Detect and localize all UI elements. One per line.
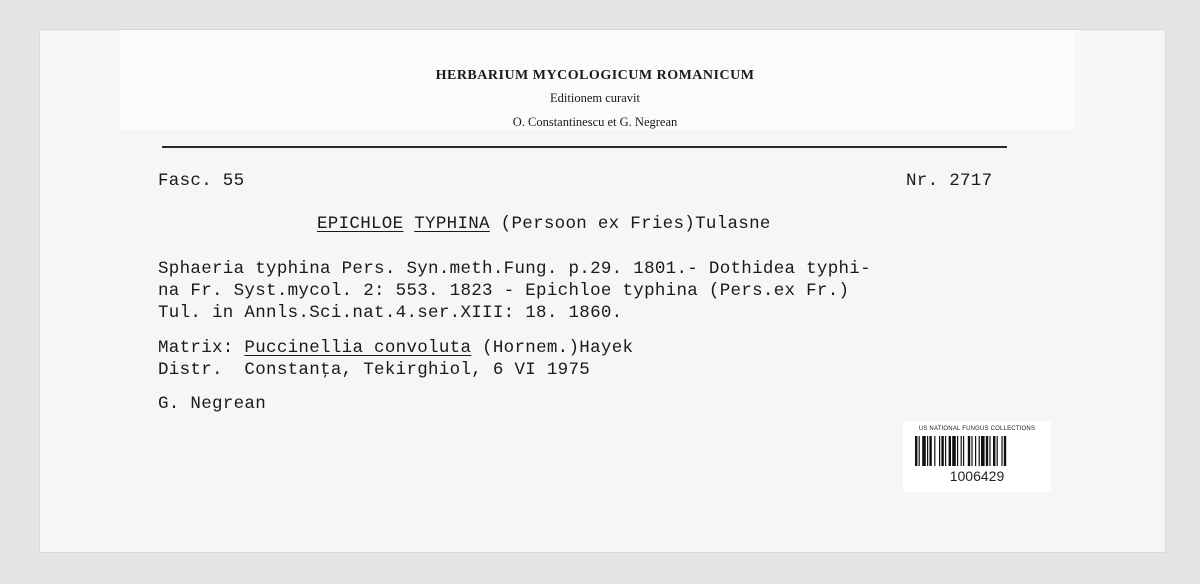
header-divider — [162, 146, 1007, 148]
distribution-line: Distr. Constanţa, Tekirghiol, 6 VI 1975 — [158, 360, 591, 380]
matrix-line — [158, 338, 633, 358]
specimen-number: Nr. 2717 — [906, 171, 993, 191]
barcode-label — [903, 422, 1051, 492]
matrix-label: Matrix: — [158, 338, 245, 358]
collector-name: G. Negrean — [158, 394, 267, 414]
editors-names: O. Constantinescu et G. Negrean — [512, 115, 678, 129]
fascicle-number: Fasc. 55 — [158, 171, 245, 191]
host-author: (Hornem.)Hayek — [471, 338, 634, 358]
host-name: Puccinellia convoluta — [244, 338, 472, 358]
synonymy-line: na Fr. Syst.mycol. 2: 553. 1823 - Epichloe typhina (Pers.ex Fr.) — [158, 281, 850, 301]
taxon-author: (Persoon ex Fries)Tulasne — [489, 214, 771, 234]
taxon-species: TYPHINA — [414, 214, 490, 234]
editor-caption: Editionem curavit — [550, 91, 640, 105]
taxon-title — [317, 214, 771, 234]
barcode-collection-title: US NATIONAL FUNGUS COLLECTIONS — [918, 426, 1036, 432]
barcode-icon — [915, 436, 1039, 466]
synonymy-line: Tul. in Annls.Sci.nat.4.ser.XIII: 18. 1860. — [158, 303, 623, 323]
barcode-number: 1006429 — [949, 468, 1005, 484]
synonymy-line: Sphaeria typhina Pers. Syn.meth.Fung. p.29. 1801.- Dothidea typhi- — [158, 259, 871, 279]
herbarium-title: HERBARIUM MYCOLOGICUM ROMANICUM — [435, 68, 755, 83]
taxon-genus: EPICHLOE — [317, 214, 404, 234]
